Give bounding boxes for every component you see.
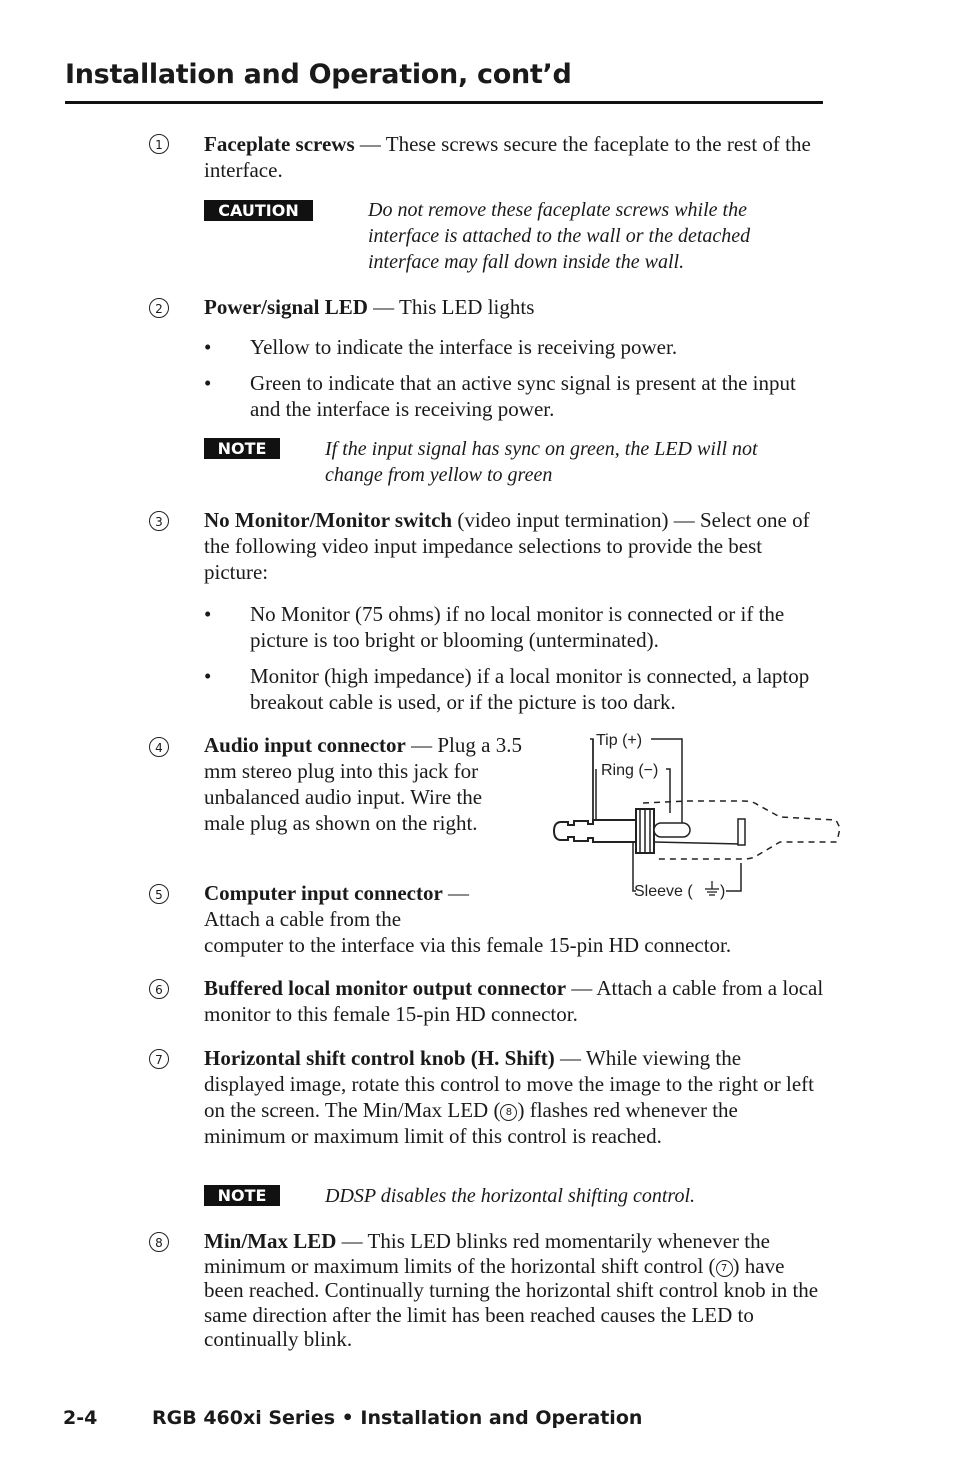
item-title: Horizontal shift control knob (H. Shift): [204, 1046, 555, 1070]
item-title: Buffered local monitor output connector: [204, 976, 567, 1000]
item-title: Computer input connector: [204, 881, 443, 905]
item-text: (video input termination) — Select one of the following video input impedance selections to provide the best picture:: [204, 508, 810, 584]
note-text: If the input signal has sync on green, the LED will not change from yellow to green: [325, 438, 758, 486]
caution-badge: CAUTION: [204, 200, 313, 221]
sleeve-label-end: ): [720, 883, 726, 900]
item-audio-input-connector: [204, 732, 522, 836]
note-badge: NOTE: [204, 1185, 280, 1206]
item-text: — Plug a 3.5 mm stereo plug into this jack for unbalanced audio input. Wire the male plug as shown on the right.: [204, 733, 522, 835]
item-text: — This LED lights: [367, 295, 535, 319]
item-faceplate-screws: [204, 131, 824, 183]
item-text: — Attach a cable from the: [204, 881, 470, 931]
item-min-max-led: Min/Max LED — This LED blinks red momentarily whenever the minimum or maximum limits of the horizontal shift control ( 7 ) have been reached. Continually turning the horizontal shift control knob in the same direction after the limit has been reached causes the LED to continually blink.: [204, 1229, 819, 1351]
ring-label: Ring (−): [601, 762, 659, 779]
item-text-continued: computer to the interface via this female 15-pin HD connector.: [204, 933, 732, 957]
item-title: Min/Max LED: [204, 1229, 337, 1253]
item-number-2: 2: [149, 298, 169, 318]
bullet: •: [204, 602, 212, 626]
item-title: Faceplate screws: [204, 132, 355, 156]
item-horizontal-shift-knob: Horizontal shift control knob (H. Shift) — While viewing the displayed image, rotate this control to move the image to the right or left on the screen. The Min/Max LED ( 8 ) flashes red whenever the minimum or maximum limit of this control is reached.: [204, 1046, 815, 1148]
footer-title: RGB 460xi Series • Installation and Operation: [152, 1407, 643, 1429]
item-number-5: 5: [149, 884, 169, 904]
note-badge: NOTE: [204, 438, 280, 459]
item-number-8: 8: [149, 1232, 169, 1252]
item-number-4: 4: [149, 737, 169, 757]
item-number-7: 7: [149, 1049, 169, 1069]
item-monitor-switch: [204, 507, 824, 585]
item-number-1: 1: [149, 134, 169, 154]
sleeve-label: Sleeve (: [634, 883, 693, 900]
item-local-monitor-output: [204, 975, 824, 1027]
note-text: DDSP disables the horizontal shifting control.: [325, 1185, 696, 1207]
caution-text: Do not remove these faceplate screws while the interface is attached to the wall or the detached interface may fall down inside the wall.: [368, 199, 751, 273]
item-title: No Monitor/Monitor switch: [204, 508, 453, 532]
stereo-plug-diagram: [548, 725, 848, 910]
item-title: Power/signal LED: [204, 295, 368, 319]
item-text: — Attach a cable from a local monitor to this female 15-pin HD connector.: [204, 976, 824, 1026]
ground-icon: [705, 881, 719, 895]
bullet: •: [204, 335, 212, 359]
item-number-3: 3: [149, 511, 169, 531]
item-text: — These screws secure the faceplate to the rest of the interface.: [204, 132, 811, 182]
item-power-signal-led: [204, 294, 824, 320]
tip-label: Tip (+): [596, 732, 643, 749]
item-title: Audio input connector: [204, 733, 406, 757]
bullet: •: [204, 664, 212, 688]
item-ref-8: 8: [500, 1104, 517, 1121]
page-number: 2-4: [63, 1407, 98, 1429]
item-number-6: 6: [149, 979, 169, 999]
page-title: Installation and Operation, cont’d: [65, 55, 823, 104]
bullet: •: [204, 371, 212, 395]
item-computer-input-connector: [204, 880, 494, 932]
item-ref-7: 7: [716, 1260, 733, 1277]
